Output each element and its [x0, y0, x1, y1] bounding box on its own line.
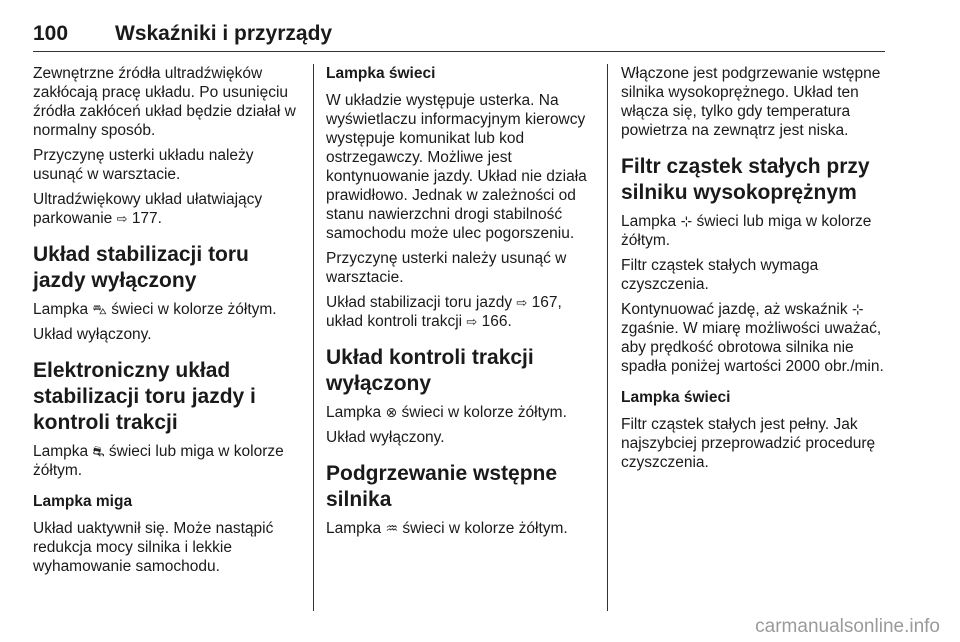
page-number: 100: [33, 22, 69, 45]
paragraph: [33, 300, 301, 319]
paragraph: W układzie występuje usterka. Na wyświetlaczu informacyjnym kierowcy występuje komunikat lub kod ostrzegawczy. Możliwe jest kontynuowanie jazdy. Układ nie działa prawidłowo. Jednak w zależności od stanu nawierzchni drogi stabilność samochodu może ulec pogorszeniu.: [326, 92, 587, 242]
subsection-heading: Lampka świeci: [621, 389, 731, 406]
paragraph: Przyczynę usterki układu należy usunąć w warsztacie.: [33, 147, 254, 183]
page-reference-arrow-icon: ⇨: [516, 295, 528, 310]
paragraph-text: świeci w kolorze żółtym.: [111, 301, 277, 318]
column-3: [621, 64, 891, 478]
column-1: [33, 64, 301, 582]
page-header: [33, 22, 885, 50]
paragraph: Układ wyłączony.: [33, 326, 152, 343]
paragraph: Zewnętrzne źródła ultradźwięków zakłócają pracę układu. Po usunięciu źródła zakłóceń układ będzie działał w normalny sposób.: [33, 65, 296, 139]
glow-plug-icon: ♒: [385, 520, 399, 536]
section-heading: Układ kontroli trakcji wyłączony: [326, 346, 534, 395]
paragraph-text: Lampka: [326, 520, 382, 537]
page-reference-link[interactable]: 167,: [531, 294, 562, 311]
page-reference-link[interactable]: 166.: [481, 313, 512, 330]
paragraph-text: Kontynuować jazdę, aż wskaźnik: [621, 301, 848, 318]
paragraph: [326, 403, 594, 422]
paragraph: [326, 519, 594, 538]
header-rule: [33, 51, 885, 52]
stability-off-warning-icon: ⛍: [92, 301, 107, 317]
paragraph-text: Lampka: [326, 404, 382, 421]
paragraph: Układ wyłączony.: [326, 429, 445, 446]
paragraph: [326, 293, 594, 331]
page-reference-link[interactable]: 177.: [131, 210, 162, 227]
paragraph-text: świeci lub miga w kolorze żółtym.: [621, 213, 872, 249]
watermark: carmanualsonline.info: [755, 616, 940, 637]
page-reference-arrow-icon: ⇨: [116, 211, 128, 226]
section-heading: Układ stabilizacji toru jazdy wyłączony: [33, 243, 249, 292]
paragraph-text: świeci w kolorze żółtym.: [401, 404, 567, 421]
paragraph: [621, 300, 891, 376]
traction-control-off-icon: ⊗: [385, 404, 398, 420]
stability-control-warning-icon: ⛐: [92, 443, 105, 459]
section-heading: Podgrzewanie wstępne silnika: [326, 462, 558, 511]
paragraph-text: układ kontroli trakcji: [326, 313, 463, 330]
paragraph-text: Lampka: [33, 443, 89, 460]
paragraph: Układ uaktywnił się. Może nastąpić redukcja mocy silnika i lekkie wyhamowanie samochodu.: [33, 520, 274, 575]
paragraph: [33, 442, 301, 480]
subsection-heading: Lampka świeci: [326, 65, 436, 82]
paragraph-text: Układ stabilizacji toru jazdy: [326, 294, 513, 311]
section-heading: Elektroniczny układ stabilizacji toru jazdy i kontroli trakcji: [33, 359, 256, 434]
paragraph: Włączone jest podgrzewanie wstępne silnika wysokoprężnego. Układ ten włącza się, tylko gdy temperatura powietrza na zewnątrz jest niska.: [621, 65, 881, 139]
particle-filter-icon: ⊹: [851, 301, 864, 317]
subsection-heading: Lampka miga: [33, 493, 133, 510]
page-title: Wskaźniki i przyrządy: [115, 22, 333, 45]
column-divider-2: [607, 64, 608, 611]
paragraph: [621, 212, 891, 250]
paragraph: [33, 190, 301, 228]
paragraph-text: Ultradźwiękowy układ ułatwiający parkowanie: [33, 191, 263, 227]
paragraph: Przyczynę usterki należy usunąć w warsztacie.: [326, 250, 567, 286]
paragraph-text: Lampka: [621, 213, 677, 230]
paragraph-text: świeci w kolorze żółtym.: [402, 520, 568, 537]
paragraph: Filtr cząstek stałych wymaga czyszczenia.: [621, 257, 819, 293]
paragraph-text: Lampka: [33, 301, 89, 318]
paragraph: Filtr cząstek stałych jest pełny. Jak najszybciej przeprowadzić procedurę czyszczenia.: [621, 416, 876, 471]
paragraph-text: zgaśnie. W miarę możliwości uważać, aby prędkość obrotowa silnika nie spadła poniżej wartości 2000 obr./min.: [621, 320, 884, 375]
particle-filter-icon: ⊹: [680, 213, 693, 229]
page-reference-arrow-icon: ⇨: [466, 314, 478, 329]
section-heading: Filtr cząstek stałych przy silniku wysokoprężnym: [621, 155, 870, 204]
column-divider-1: [313, 64, 314, 611]
column-2: [326, 64, 594, 544]
paragraph-text: świeci lub miga w kolorze żółtym.: [33, 443, 284, 479]
